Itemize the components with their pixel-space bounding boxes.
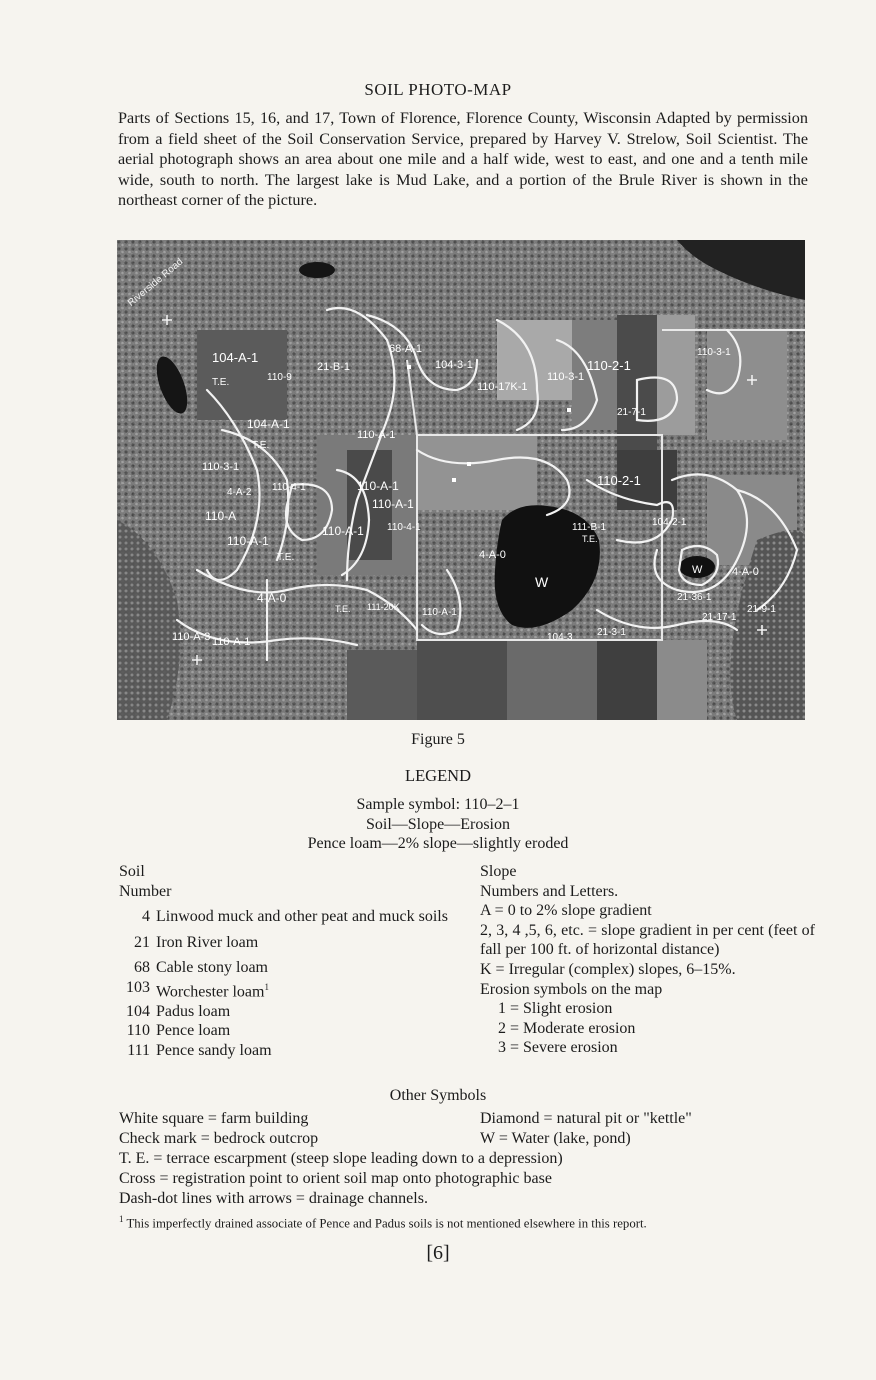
soil-label: 104-A-1: [247, 417, 290, 431]
soil-label: 110-9: [267, 372, 292, 383]
soil-item: [119, 1021, 459, 1041]
footnote-ref: 1: [264, 981, 269, 992]
terrace-def: T. E. = terrace escarpment (steep slope leading down to a depression): [119, 1150, 563, 1167]
soil-label: 4-A-2: [227, 487, 252, 498]
soil-header: Soil: [119, 863, 145, 880]
drainage-def: Dash-dot lines with arrows = drainage channels.: [119, 1190, 428, 1207]
soil-label: T.E.: [252, 440, 270, 451]
slope-k: K = Irregular (complex) slopes, 6–15%.: [480, 960, 736, 978]
intro-paragraph: [118, 108, 808, 211]
footnote-text: This imperfectly drained associate of Pence and Padus soils is not mentioned elsewhere in this report.: [126, 1216, 647, 1231]
slope-column: [480, 862, 815, 1058]
soil-item: [119, 933, 459, 953]
other-symbols-title: Other Symbols: [389, 1087, 487, 1104]
soil-label: 104-3-1: [435, 359, 473, 371]
soil-label: 4-A-0: [257, 591, 287, 605]
erosion-item: 1 = Slight erosion: [498, 1000, 613, 1018]
soil-label: T.E.: [335, 604, 351, 614]
soil-label: 111-20K: [367, 602, 400, 612]
erosion-item: 3 = Severe erosion: [498, 1039, 618, 1057]
slope-a: A = 0 to 2% slope gradient: [480, 902, 652, 920]
slope-header: Numbers and Letters.: [480, 882, 619, 900]
soil-label: 4-A-0: [479, 549, 506, 561]
soil-label: 4-A-0: [732, 566, 759, 578]
soil-number: 104: [126, 1002, 150, 1020]
soil-label: 21-B-1: [317, 361, 351, 373]
soil-item: [119, 907, 459, 927]
slope-header: Slope: [480, 863, 517, 880]
soil-name: Cable stony loam: [156, 959, 268, 977]
soil-label: 110-A-1: [372, 497, 414, 511]
intro-text: Parts of Sections 15, 16, and 17, Town of Florence, Florence County, Wisconsin Adapted by permission from a field sheet of the Soil Conservation Service, prepared by Harvey V. Strelow, Soil Scientist. The aerial photograph shows an area about one mile and a half wide, west to east, and one and a tenth mile wide, south to north. The largest lake is Mud Lake, and a portion of the Brule River is shown in the northeast corner of the picture.: [118, 109, 808, 209]
soil-number: 103: [126, 978, 150, 996]
soil-label: 110-A-1: [422, 607, 457, 618]
figure-caption: Figure 5: [411, 731, 465, 748]
soil-label: 110-2-1: [587, 358, 631, 373]
check-mark-def: Check mark = bedrock outcrop: [119, 1130, 319, 1147]
soil-label: T.E.: [212, 377, 230, 388]
soil-item: [119, 1041, 459, 1061]
soil-label: 110-4-1: [272, 482, 306, 493]
soil-name: Iron River loam: [156, 933, 259, 951]
soil-label: 110-3-1: [547, 371, 585, 383]
soil-item: [119, 958, 459, 978]
soil-label: T.E.: [582, 534, 598, 544]
soil-label: 68-A-1: [389, 343, 423, 355]
soil-number-column: [119, 862, 459, 1061]
legend-title: LEGEND: [405, 766, 471, 785]
soil-label: 104-2-1: [652, 517, 687, 528]
soil-label: 110-A-1: [357, 479, 399, 493]
page-number: [6]: [426, 1242, 450, 1264]
white-square-def: White square = farm building: [119, 1110, 309, 1127]
footnote: [119, 1211, 814, 1231]
soil-name: Pence loam: [156, 1022, 231, 1040]
water-label: W: [535, 574, 549, 590]
footnote-marker: 1: [119, 1214, 124, 1224]
soil-label: T.E.: [277, 552, 295, 563]
soil-label: 110-4-1: [387, 522, 421, 533]
soil-label: 21-9-1: [747, 604, 776, 615]
soil-label: 104-A-1: [212, 350, 259, 365]
erosion-item: 2 = Moderate erosion: [498, 1019, 636, 1037]
soil-label: 110-A-1: [227, 534, 269, 548]
soil-item: [119, 1002, 459, 1022]
aerial-soil-photo-map: [117, 240, 805, 720]
soil-label: 110-A-3: [172, 631, 211, 643]
soil-header: Number: [119, 882, 172, 900]
soil-label: 110-3-1: [202, 461, 240, 473]
soil-number: 21: [134, 933, 150, 951]
soil-label: 21-36-1: [677, 592, 712, 603]
water-def: W = Water (lake, pond): [480, 1130, 631, 1147]
soil-name: Pence sandy loam: [156, 1042, 272, 1060]
legend-sample: [0, 795, 876, 854]
erosion-header: Erosion symbols on the map: [480, 980, 663, 998]
road-label: Riverside Road: [125, 256, 186, 309]
water-label: W: [692, 564, 703, 576]
sample-parts: Soil—Slope—Erosion: [365, 815, 510, 833]
page-title: SOIL PHOTO-MAP: [364, 80, 512, 99]
soil-name: Worchester loam$^1$: [156, 981, 269, 1001]
soil-label: 21-7-1: [617, 407, 646, 418]
soil-item: [119, 978, 459, 1002]
soil-label: 21-17-1: [702, 612, 737, 623]
soil-label: 104-3: [547, 632, 573, 643]
soil-label: 110-2-1: [597, 473, 641, 488]
soil-number: 68: [134, 959, 150, 977]
soil-label: 110-A-1: [322, 524, 364, 538]
slope-numbers: 2, 3, 4 ,5, 6, etc. = slope gradient in per cent (feet of fall per 100 ft. of horizontal distance): [480, 921, 815, 959]
soil-label: 111-B-1: [572, 522, 607, 533]
cross-def: Cross = registration point to orient soil map onto photographic base: [119, 1170, 552, 1187]
diamond-def: Diamond = natural pit or "kettle": [480, 1110, 692, 1127]
symbol-row: [119, 1129, 819, 1149]
sample-symbol: Sample symbol: 110–2–1: [356, 796, 520, 813]
soil-label: 110-17K-1: [477, 381, 528, 393]
symbol-row: [119, 1109, 819, 1129]
soil-label: 21-3-1: [597, 627, 626, 638]
soil-name: Padus loam: [156, 1002, 231, 1020]
soil-label: 110-A-1: [357, 429, 396, 441]
soil-label: 110-A: [205, 509, 237, 523]
soil-name: Linwood muck and other peat and muck soils: [156, 908, 448, 926]
soil-number: 4: [142, 908, 150, 926]
soil-label: 110-A-1: [212, 636, 251, 648]
soil-number: 111: [127, 1042, 150, 1060]
soil-label: 110-3-1: [697, 347, 731, 358]
sample-meaning: Pence loam—2% slope—slightly eroded: [307, 835, 569, 852]
soil-number: 110: [126, 1022, 150, 1040]
